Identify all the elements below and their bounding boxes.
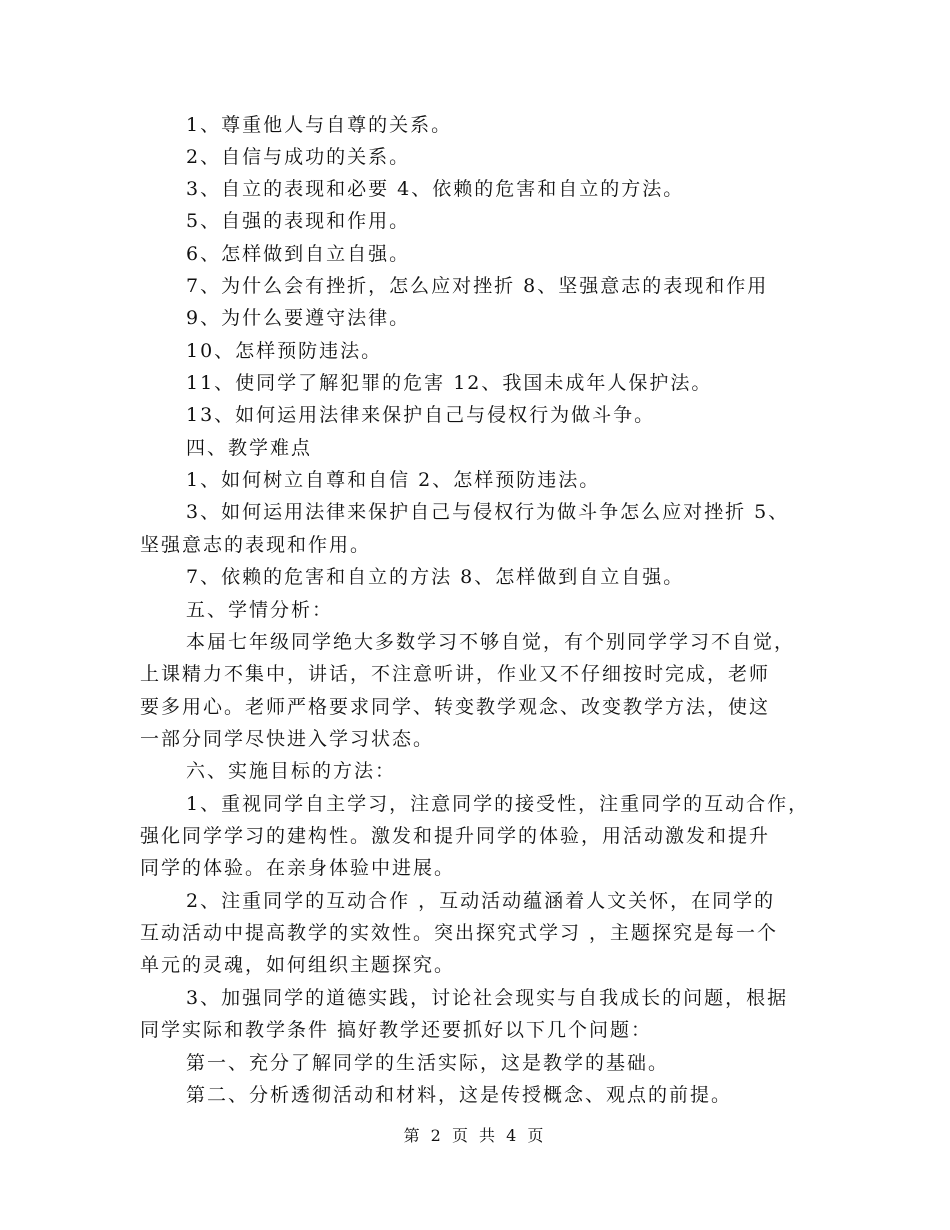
text-line: 2、自信与成功的关系。 [186,146,411,168]
text-line: 单元的灵魂，如何组织主题探究。 [140,954,456,976]
text-line: 坚强意志的表现和作用。 [140,534,372,556]
text-line: 11、使同学了解犯罪的危害 12、我国未成年人保护法。 [186,372,713,394]
page-footer: 第 2 页 共 4 页 [403,1126,547,1145]
text-line: 7、依赖的危害和自立的方法 8、怎样做到自立自强。 [186,566,685,588]
text-line: 要多用心。老师严格要求同学、转变教学观念、改变教学方法，使这 [140,696,771,718]
text-line: 同学的体验。在亲身体验中进展。 [140,857,456,879]
text-line: 第一、充分了解同学的生活实际，这是教学的基础。 [186,1052,670,1074]
text-line: 上课精力不集中，讲话，不注意听讲，作业又不仔细按时完成，老师 [140,663,771,685]
section-heading: 四、教学难点 [186,437,313,459]
text-line: 第二、分析透彻活动和材料，这是传授概念、观点的前提。 [186,1084,733,1106]
text-line: 3、加强同学的道德实践，讨论社会现实与自我成长的问题，根据 [186,987,789,1009]
text-line: 互动活动中提高教学的实效性。突出探究式学习 ，主题探究是每一个 [140,922,779,944]
text-line: 1、重视同学自主学习，注意同学的接受性，注重同学的互动合作， [186,793,810,815]
text-line: 6、怎样做到自立自强。 [186,243,411,265]
text-line: 1、如何树立自尊和自信 2、怎样预防违法。 [186,469,601,491]
text-line: 本届七年级同学绝大多数学习不够自觉，有个别同学学习不自觉， [186,631,796,653]
text-line: 一部分同学尽快进入学习状态。 [140,728,435,750]
text-line: 7、为什么会有挫折，怎么应对挫折 8、坚强意志的表现和作用 [186,275,769,297]
section-heading: 五、学情分析： [186,599,334,621]
text-line: 9、为什么要遵守法律。 [186,307,411,329]
text-line: 强化同学学习的建构性。激发和提升同学的体验，用活动激发和提升 [140,825,771,847]
text-line: 3、自立的表现和必要 4、依赖的危害和自立的方法。 [186,178,685,200]
text-line: 3、如何运用法律来保护自己与侵权行为做斗争怎么应对挫折 5、 [186,501,790,523]
text-line: 同学实际和教学条件 搞好教学还要抓好以下几个问题： [140,1019,653,1041]
text-line: 5、自强的表现和作用。 [186,210,411,232]
section-heading: 六、实施目标的方法： [186,760,397,782]
text-line: 1、尊重他人与自尊的关系。 [186,114,453,136]
text-line: 13、如何运用法律来保护自己与侵权行为做斗争。 [186,404,656,426]
text-line: 10、怎样预防违法。 [186,340,383,362]
text-line: 2、注重同学的互动合作 ，互动活动蕴涵着人文关怀，在同学的 [186,890,776,912]
